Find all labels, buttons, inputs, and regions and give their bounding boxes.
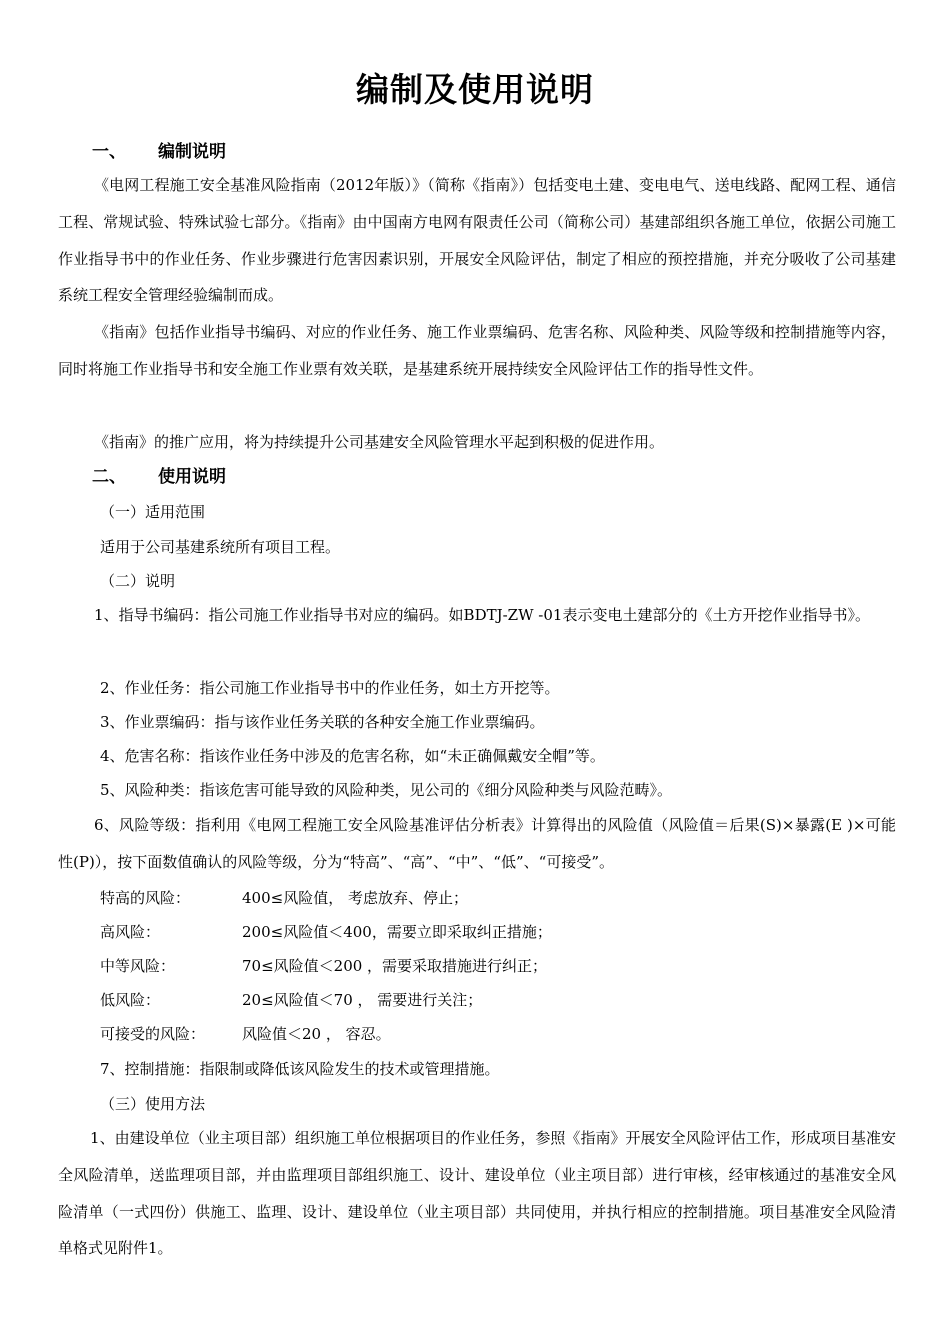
paragraph-compilation-2: 《指南》包括作业指导书编码、对应的作业任务、施工作业票编码、危害名称、风险种类、风险等级和控制措施等内容，同时将施工作业指导书和安全施工作业票有效关联，是基建系统开展持续安全风险评估工作的指导性文件。 bbox=[58, 323, 896, 378]
item-ticket-code: 3、作业票编码：指与该作业任务关联的各种安全施工作业票编码。 bbox=[100, 713, 545, 731]
section-title-2: 使用说明 bbox=[158, 467, 226, 487]
risk-level-label: 高风险： bbox=[100, 923, 161, 941]
risk-level-label: 中等风险： bbox=[100, 957, 176, 975]
item-risk-level: 6、风险等级：指利用《电网工程施工安全风险基准评估分析表》计算得出的风险值（风险值＝后果(S)×暴露(E )×可能性(P)），按下面数值确认的风险等级，分为“特高”、“高”、“中”、“低”、“可接受”。 bbox=[58, 816, 896, 871]
page-title: 编制及使用说明 bbox=[356, 70, 594, 109]
section-heading-1 bbox=[92, 140, 226, 164]
item-hazard-name: 4、危害名称：指该作业任务中涉及的危害名称，如“未正确佩戴安全帽”等。 bbox=[100, 747, 605, 765]
item-task: 2、作业任务：指公司施工作业指导书中的作业任务，如土方开挖等。 bbox=[100, 679, 560, 697]
risk-level-desc: 200≤风险值＜400，需要立即采取纠正措施； bbox=[242, 923, 552, 941]
risk-level-row bbox=[100, 954, 547, 978]
usage-method-1: 1、由建设单位（业主项目部）组织施工单位根据项目的作业任务，参照《指南》开展安全风险评估工作，形成项目基准安全风险清单，送监理项目部，并由监理项目部组织施工、设计、建设单位（业主项目部）进行审核，经审核通过的基准安全风险清单（一式四份）供施工、监理、设计、建设单位（业主项目部）共同使用，并执行相应的控制措施。项目基准安全风险清单格式见附件1。 bbox=[58, 1129, 896, 1258]
risk-level-desc: 风险值＜20 ， 容忍。 bbox=[242, 1025, 391, 1043]
risk-level-row bbox=[100, 988, 482, 1012]
subheading-usage: （三）使用方法 bbox=[100, 1095, 206, 1113]
item-guide-code: 1、指导书编码：指公司施工作业指导书对应的编码。如BDTJ-ZW -01表示变电土建部分的《土方开挖作业指导书》。 bbox=[94, 606, 870, 624]
risk-level-row bbox=[100, 1022, 391, 1046]
subheading-explanation: （二）说明 bbox=[100, 572, 176, 590]
risk-level-row bbox=[100, 886, 468, 910]
risk-level-label: 可接受的风险： bbox=[100, 1025, 206, 1043]
item-risk-type: 5、风险种类：指该危害可能导致的风险种类，见公司的《细分风险种类与风险范畴》。 bbox=[100, 781, 673, 799]
section-heading-2 bbox=[92, 465, 226, 489]
section-title-1: 编制说明 bbox=[158, 142, 226, 162]
paragraph-compilation-1: 《电网工程施工安全基准风险指南（2012年版）》（简称《指南》）包括变电土建、变电电气、送电线路、配网工程、通信工程、常规试验、特殊试验七部分。《指南》由中国南方电网有限责任公司（简称公司）基建部组织各施工单位，依据公司施工作业指导书中的作业任务、作业步骤进行危害因素识别，开展安全风险评估，制定了相应的预控措施，并充分吸收了公司基建系统工程安全管理经验编制而成。 bbox=[58, 176, 896, 305]
section-number-1: 一、 bbox=[92, 142, 126, 162]
risk-level-desc: 70≤风险值＜200 ，需要采取措施进行纠正； bbox=[242, 957, 548, 975]
subheading-scope: （一）适用范围 bbox=[100, 503, 206, 521]
risk-level-desc: 20≤风险值＜70 ， 需要进行关注； bbox=[242, 991, 483, 1009]
risk-level-desc: 400≤风险值， 考虑放弃、停止； bbox=[242, 889, 468, 907]
paragraph-compilation-3: 《指南》的推广应用，将为持续提升公司基建安全风险管理水平起到积极的促进作用。 bbox=[94, 433, 665, 451]
section-number-2: 二、 bbox=[92, 467, 126, 487]
risk-level-label: 低风险： bbox=[100, 991, 161, 1009]
risk-level-label: 特高的风险： bbox=[100, 889, 191, 907]
risk-level-row bbox=[100, 920, 552, 944]
scope-text: 适用于公司基建系统所有项目工程。 bbox=[100, 538, 341, 556]
item-control-measures: 7、控制措施：指限制或降低该风险发生的技术或管理措施。 bbox=[100, 1060, 500, 1078]
